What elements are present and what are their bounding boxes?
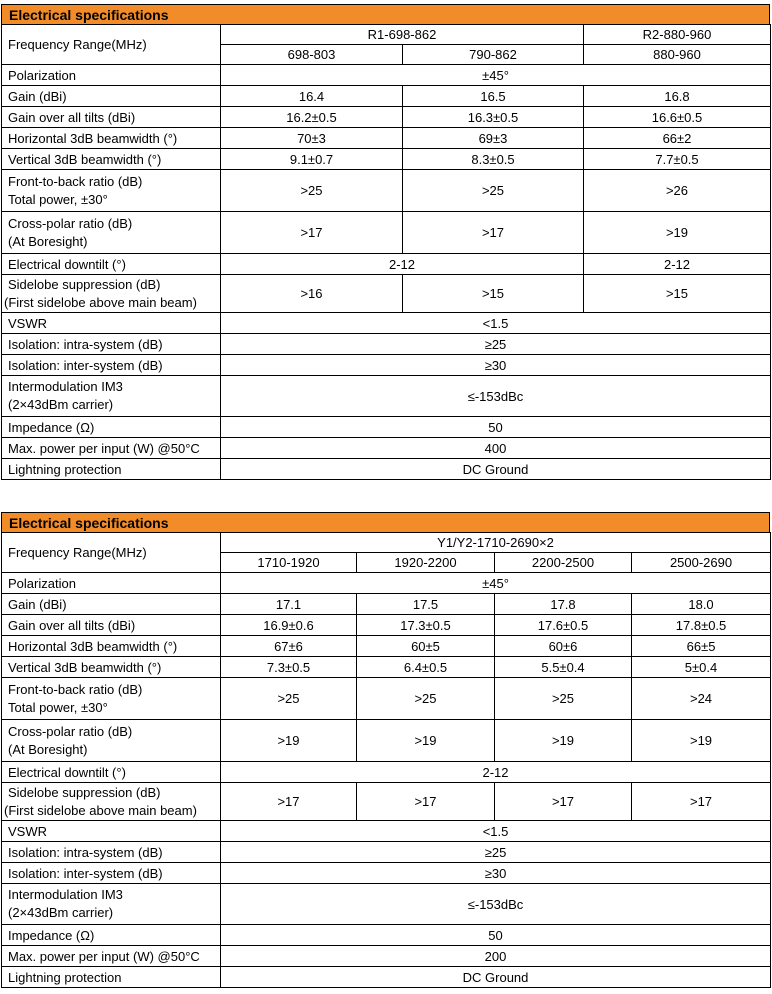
- cell-value: >16: [221, 275, 403, 313]
- row-label: Gain (dBi): [2, 594, 221, 615]
- row-label: [2, 275, 221, 313]
- row-label: VSWR: [2, 821, 221, 842]
- cell-value: DC Ground: [221, 459, 771, 480]
- cell-value: >19: [632, 720, 771, 762]
- cell-value: 16.9±0.6: [221, 615, 357, 636]
- table-title: Electrical specifications: [1, 512, 770, 532]
- row-label: Isolation: intra-system (dB): [2, 842, 221, 863]
- row-label: Gain (dBi): [2, 86, 221, 107]
- cell-value: ±45°: [221, 573, 771, 594]
- cell-value: 17.8±0.5: [632, 615, 771, 636]
- row-label: [2, 212, 221, 254]
- row-label: Polarization: [2, 573, 221, 594]
- label-line: Sidelobe suppression (dB): [8, 784, 161, 800]
- cell-value: 2-12: [221, 762, 771, 783]
- label-line: Front-to-back ratio (dB): [8, 681, 143, 697]
- cell-value: 5.5±0.4: [495, 657, 632, 678]
- cell-value: ≤-153dBc: [221, 376, 771, 417]
- band: 790-862: [403, 45, 584, 65]
- band: 880-960: [584, 45, 771, 65]
- cell-value: 5±0.4: [632, 657, 771, 678]
- cell-value: 50: [221, 925, 771, 946]
- cell-value: 16.3±0.5: [403, 107, 584, 128]
- cell-value: 200: [221, 946, 771, 967]
- cell-value: >15: [403, 275, 584, 313]
- cell-value: <1.5: [221, 313, 771, 334]
- row-label: Electrical downtilt (°): [2, 762, 221, 783]
- cell-value: 7.3±0.5: [221, 657, 357, 678]
- cell-value: 18.0: [632, 594, 771, 615]
- cell-value: 60±6: [495, 636, 632, 657]
- label-line: Front-to-back ratio (dB): [8, 173, 143, 189]
- cell-value: 16.4: [221, 86, 403, 107]
- row-label: Electrical downtilt (°): [2, 254, 221, 275]
- cell-value: 66±5: [632, 636, 771, 657]
- table-title: Electrical specifications: [1, 4, 770, 24]
- cell-value: >25: [221, 170, 403, 212]
- band: 2200-2500: [495, 553, 632, 573]
- row-label: Isolation: inter-system (dB): [2, 863, 221, 884]
- cell-value: 17.6±0.5: [495, 615, 632, 636]
- spec-table: [1, 532, 771, 988]
- cell-value: 50: [221, 417, 771, 438]
- cell-value: DC Ground: [221, 967, 771, 988]
- cell-value: >17: [221, 212, 403, 254]
- row-label: [2, 884, 221, 925]
- label-line: Intermodulation IM3: [8, 379, 123, 394]
- row-label: Vertical 3dB beamwidth (°): [2, 657, 221, 678]
- band: 2500-2690: [632, 553, 771, 573]
- label-line: Sidelobe suppression (dB): [8, 276, 161, 292]
- cell-value: >24: [632, 678, 771, 720]
- cell-value: 2-12: [584, 254, 771, 275]
- cell-value: ≥30: [221, 863, 771, 884]
- row-label: Gain over all tilts (dBi): [2, 107, 221, 128]
- band: 698-803: [221, 45, 403, 65]
- row-label: VSWR: [2, 313, 221, 334]
- cell-value: 17.8: [495, 594, 632, 615]
- row-label: [2, 376, 221, 417]
- cell-value: 16.5: [403, 86, 584, 107]
- row-label: Impedance (Ω): [2, 417, 221, 438]
- row-label: [2, 678, 221, 720]
- cell-value: >19: [584, 212, 771, 254]
- cell-value: ≥25: [221, 842, 771, 863]
- cell-value: >19: [357, 720, 495, 762]
- row-label: Lightning protection: [2, 459, 221, 480]
- band: 1710-1920: [221, 553, 357, 573]
- cell-value: >26: [584, 170, 771, 212]
- cell-value: 2-12: [221, 254, 584, 275]
- cell-value: ±45°: [221, 65, 771, 86]
- row-label: Polarization: [2, 65, 221, 86]
- cell-value: 66±2: [584, 128, 771, 149]
- cell-value: 16.6±0.5: [584, 107, 771, 128]
- row-label: Vertical 3dB beamwidth (°): [2, 149, 221, 170]
- cell-value: >17: [403, 212, 584, 254]
- cell-value: ≤-153dBc: [221, 884, 771, 925]
- cell-value: >25: [221, 678, 357, 720]
- row-label: Isolation: inter-system (dB): [2, 355, 221, 376]
- label-line: (2×43dBm carrier): [8, 397, 114, 412]
- cell-value: >17: [221, 783, 357, 821]
- cell-value: 70±3: [221, 128, 403, 149]
- cell-value: 9.1±0.7: [221, 149, 403, 170]
- cell-value: 16.2±0.5: [221, 107, 403, 128]
- label-line: (At Boresight): [8, 233, 88, 249]
- cell-value: 69±3: [403, 128, 584, 149]
- label-line: Total power, ±30°: [8, 699, 108, 715]
- label-line: Cross-polar ratio (dB): [8, 215, 133, 231]
- cell-value: 17.3±0.5: [357, 615, 495, 636]
- cell-value: >19: [495, 720, 632, 762]
- cell-value: >19: [221, 720, 357, 762]
- band-group-r2: R2-880-960: [584, 25, 771, 45]
- row-label: Max. power per input (W) @50°C: [2, 946, 221, 967]
- cell-value: <1.5: [221, 821, 771, 842]
- cell-value: >17: [357, 783, 495, 821]
- label-line: Intermodulation IM3: [8, 887, 123, 902]
- row-label: Horizontal 3dB beamwidth (°): [2, 128, 221, 149]
- label-line: Total power, ±30°: [8, 191, 108, 207]
- cell-value: 400: [221, 438, 771, 459]
- label-line: (At Boresight): [8, 741, 88, 757]
- row-label: [2, 170, 221, 212]
- row-label: Impedance (Ω): [2, 925, 221, 946]
- cell-value: 67±6: [221, 636, 357, 657]
- row-label: Horizontal 3dB beamwidth (°): [2, 636, 221, 657]
- cell-value: 60±5: [357, 636, 495, 657]
- row-label: Frequency Range(MHz): [2, 533, 221, 573]
- row-label: [2, 783, 221, 821]
- cell-value: >25: [495, 678, 632, 720]
- cell-value: 17.1: [221, 594, 357, 615]
- cell-value: ≥30: [221, 355, 771, 376]
- cell-value: >25: [403, 170, 584, 212]
- row-label: Gain over all tilts (dBi): [2, 615, 221, 636]
- band-group-r1: R1-698-862: [221, 25, 584, 45]
- cell-value: >17: [632, 783, 771, 821]
- row-label: Frequency Range(MHz): [2, 25, 221, 65]
- row-label: Lightning protection: [2, 967, 221, 988]
- label-line: (2×43dBm carrier): [8, 905, 114, 920]
- cell-value: ≥25: [221, 334, 771, 355]
- label-line: (First sidelobe above main beam): [4, 294, 197, 310]
- cell-value: 17.5: [357, 594, 495, 615]
- row-label: Isolation: intra-system (dB): [2, 334, 221, 355]
- cell-value: 6.4±0.5: [357, 657, 495, 678]
- band-group: Y1/Y2-1710-2690×2: [221, 533, 771, 553]
- label-line: (First sidelobe above main beam): [4, 802, 197, 818]
- cell-value: >17: [495, 783, 632, 821]
- row-label: [2, 720, 221, 762]
- label-line: Cross-polar ratio (dB): [8, 723, 133, 739]
- cell-value: 8.3±0.5: [403, 149, 584, 170]
- cell-value: >25: [357, 678, 495, 720]
- cell-value: >15: [584, 275, 771, 313]
- cell-value: 7.7±0.5: [584, 149, 771, 170]
- spec-table-2: [1, 512, 770, 988]
- row-label: Max. power per input (W) @50°C: [2, 438, 221, 459]
- spec-table: [1, 24, 771, 480]
- spec-table-1: [1, 4, 770, 480]
- band: 1920-2200: [357, 553, 495, 573]
- cell-value: 16.8: [584, 86, 771, 107]
